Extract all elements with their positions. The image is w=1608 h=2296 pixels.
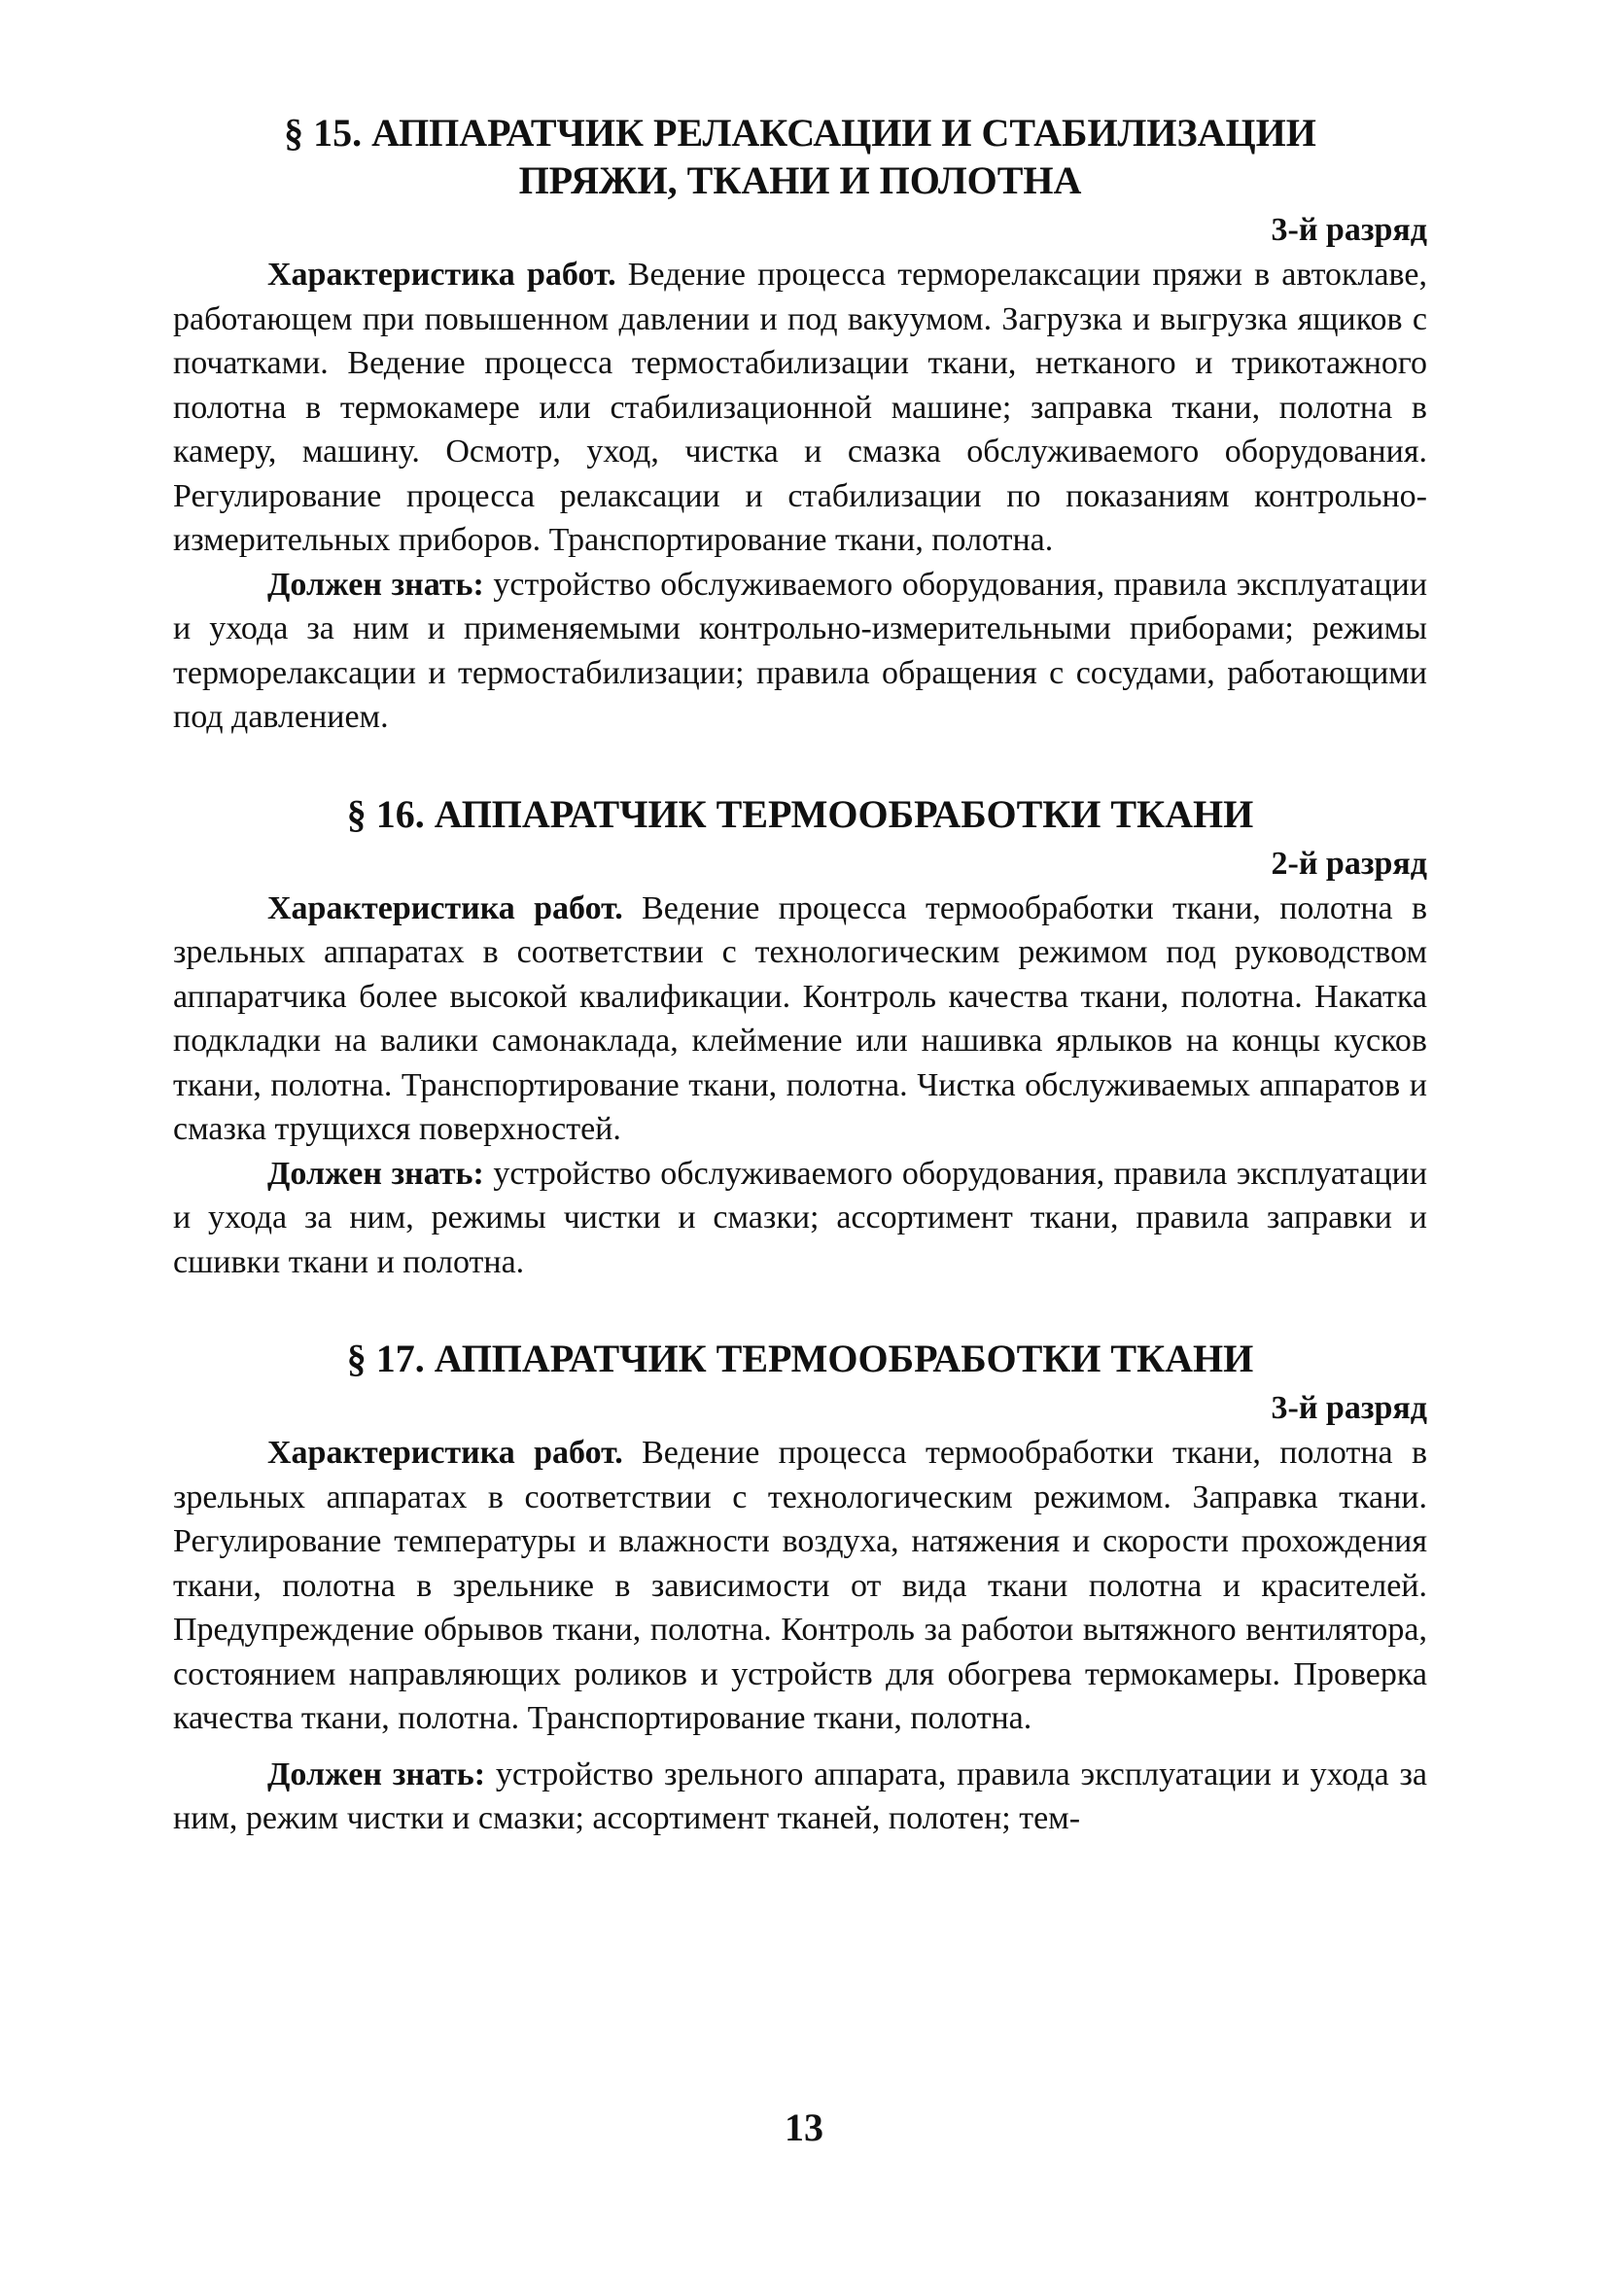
grade-label: 3-й разряд xyxy=(1271,212,1427,248)
work-characteristics-label: Характеристика работ. xyxy=(267,257,616,293)
required-knowledge-text: устройство зрельного аппарата, правила эксплуатации и ухода за ним, режим чистки и смазки; ассортимент тканей, полотен; тем- xyxy=(173,1756,1428,1836)
section-15 xyxy=(173,109,1427,740)
section-heading xyxy=(173,1335,1427,1382)
document-page xyxy=(173,109,1427,1841)
work-characteristics-text: Ведение процесса термообработки ткани, полотна в зрельных аппаратах в соответствии с технологическим режимом под руководством аппаратчика более высокой квалификации. Контроль качества ткани, полотна. Накатка подкладки на валики самонаклада, клеймение или нашивка ярлыков на концы кусков ткани, полотна. Транспортирование ткани, полотна. Чистка обслуживаемых аппаратов и смазка трущихся поверхностей. xyxy=(173,889,1427,1147)
required-knowledge-label: Должен знать: xyxy=(267,1155,484,1192)
section-heading xyxy=(173,109,1427,204)
required-knowledge-text: устройство обслуживаемого оборудования, правила эксплуатации и ухода за ним и применяемыми контрольно-измерительными приборами; режимы терморелаксации и термостабилизации; правила обращения с сосудами, работающими под давлением. xyxy=(173,566,1428,735)
work-characteristics xyxy=(173,887,1427,1152)
required-knowledge-label: Должен знать: xyxy=(267,1756,486,1792)
grade-label: 3-й разряд xyxy=(1271,1390,1427,1426)
work-characteristics-label: Характеристика работ. xyxy=(267,889,623,926)
work-characteristics xyxy=(173,1431,1427,1741)
section-17 xyxy=(173,1335,1427,1841)
section-heading xyxy=(173,790,1427,838)
work-characteristics-label: Характеристика работ. xyxy=(267,1435,623,1471)
work-characteristics xyxy=(173,253,1427,563)
required-knowledge xyxy=(173,1152,1427,1285)
page-number: 13 xyxy=(785,2105,823,2149)
section-heading-line: § 15. АППАРАТЧИК РЕЛАКСАЦИИ И СТАБИЛИЗАЦИИ xyxy=(284,111,1316,155)
required-knowledge-label: Должен знать: xyxy=(267,566,484,603)
section-heading-line: § 16. АППАРАТЧИК ТЕРМООБРАБОТКИ ТКАНИ xyxy=(346,791,1254,836)
section-heading-line: § 17. АППАРАТЧИК ТЕРМООБРАБОТКИ ТКАНИ xyxy=(346,1337,1254,1380)
required-knowledge-text: устройство обслуживаемого оборудования, правила эксплуатации и ухода за ним, режимы чистки и смазки; ассортимент ткани, правила заправки и сшивки ткани и полотна. xyxy=(173,1155,1428,1280)
work-characteristics-text: Ведение процесса термообработки ткани, полотна в зрельных аппаратах в соответствии с технологическим режимом. Заправка ткани. Регулирование температуры и влажности воздуха, натяжения и скорости прохождения ткани, полотна в зрельнике в зависимости от вида ткани полотна и красителей. Предупреждение обрывов ткани, полотна. Контроль за работои вытяжного вентилятора, состоянием направляющих роликов и устройств для обогрева термокамеры. Проверка качества ткани, полотна. Транспортирование ткани, полотна. xyxy=(173,1435,1427,1736)
grade-label: 2-й разряд xyxy=(1271,845,1427,882)
work-characteristics-text: Ведение процесса терморелаксации пряжи в автоклаве, работающем при повышенном давлении и под вакуумом. Загрузка и выгрузка ящиков с початками. Ведение процесса термостабилизации ткани, нетканого и трикотажного полотна в термокамере или стабилизационной машине; заправка ткани, полотна в камеру, машину. Осмотр, уход, чистка и смазка обслуживаемого оборудования. Регулирование процесса релаксации и стабилизации по показаниям контрольно-измерительных приборов. Транспортирование ткани, полотна. xyxy=(173,257,1428,558)
required-knowledge xyxy=(173,1753,1427,1841)
required-knowledge xyxy=(173,563,1427,740)
section-heading-line: ПРЯЖИ, ТКАНИ И ПОЛОТНА xyxy=(518,158,1082,202)
section-16 xyxy=(173,790,1427,1285)
